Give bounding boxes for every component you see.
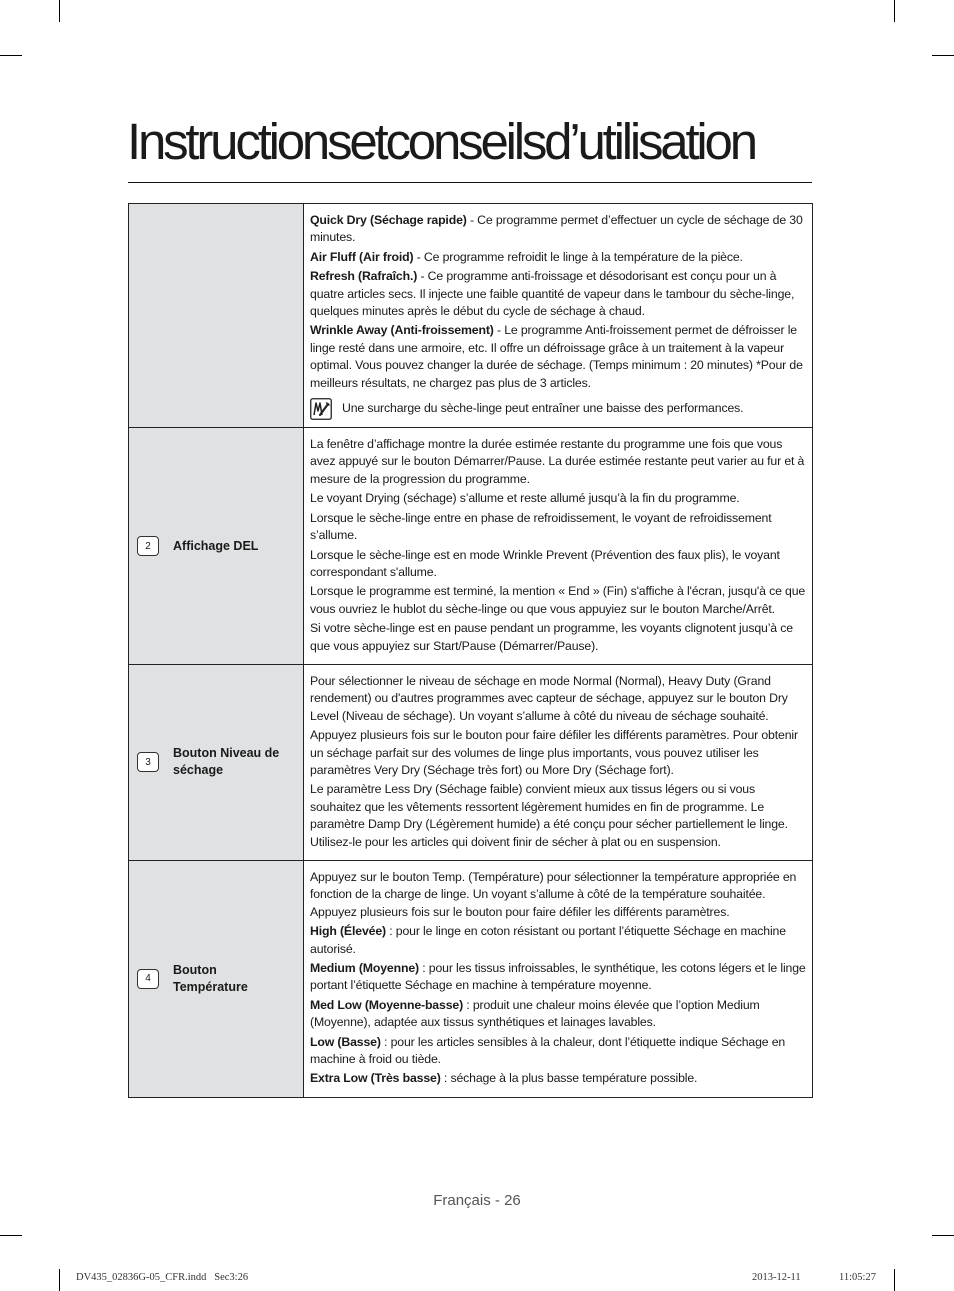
list-item: [310, 249, 806, 266]
list-item: [310, 1070, 806, 1087]
term-text: : pour le linge en coton résistant ou portant l’étiquette Séchage en machine autorisé.: [310, 924, 786, 956]
list-item: [310, 212, 806, 247]
settings-table: [128, 203, 813, 1098]
list-item: [310, 322, 806, 392]
list-item: [310, 960, 806, 995]
page-title: Instructionsetconseilsd’utilisation: [127, 113, 755, 170]
note: [310, 398, 806, 420]
term-text: - Ce programme permet d’effectuer un cycle de séchage de 30 minutes.: [310, 213, 803, 245]
row-description: [304, 204, 813, 428]
number-badge: 3: [137, 752, 159, 772]
crop-mark: [894, 1269, 895, 1291]
list-item: [310, 923, 806, 958]
paragraph: Le paramètre Less Dry (Séchage faible) convient mieux aux tissus légers ou si vous souhaitez que les vêtements ressortent légèrement humides en fin de programme. Le paramètre Damp Dry (Légèrement humide) a été conçu pour sécher partiellement le linge. Utilisez-le pour les articles qui doivent finir de sécher à plat ou en suspension.: [310, 782, 788, 849]
row-label: [129, 861, 304, 1098]
number-badge: 4: [137, 969, 159, 989]
term-text: : séchage à la plus basse température possible.: [440, 1071, 698, 1086]
print-slug: DV435_02836G-05_CFR.indd Sec3:26: [76, 1272, 249, 1283]
list-item: [310, 268, 806, 320]
row-description: [304, 664, 813, 860]
print-slug-time: 11:05:27: [839, 1272, 876, 1283]
term: Wrinkle Away (Anti-froissement): [310, 323, 494, 338]
crop-mark: [932, 55, 954, 56]
term-text: : produit une chaleur moins élevée que l’option Medium (Moyenne), adaptée aux tissus synthétiques et lainages lavables.: [310, 997, 760, 1030]
term: High (Élevée): [310, 924, 386, 939]
paragraph: La fenêtre d’affichage montre la durée estimée restante du programme une fois que vous avez appuyé sur le bouton Démarrer/Pause. La durée estimée restante peut varier au fur et à mesure de la progression du programme.: [310, 437, 805, 486]
paragraph: Si votre sèche-linge est en pause pendant un programme, les voyants clignotent jusqu’à ce que vous appuyiez sur Start/Pause (Démarrer/Pause).: [310, 621, 793, 653]
print-slug-date: 2013-12-11: [752, 1272, 801, 1283]
term: Low (Basse): [310, 1034, 381, 1049]
term-text: : pour les articles sensibles à la chaleur, dont l’étiquette indique Séchage en machine à froid ou tiède.: [310, 1034, 786, 1067]
row-label: [129, 664, 304, 860]
list-item: [310, 997, 806, 1032]
crop-mark: [932, 1235, 954, 1236]
paragraph: Pour sélectionner le niveau de séchage en mode Normal (Normal), Heavy Duty (Grand rendement) ou d'autres programmes avec capteur de séchage, appuyez sur le bouton Dry Level (Niveau de séchage). Un voyant s’allume à côté du niveau de séchage souhaité.: [310, 673, 788, 723]
title-rule: [128, 182, 812, 183]
row-description: [304, 861, 813, 1098]
row-label-empty: [129, 204, 304, 428]
term: Extra Low (Très basse): [310, 1071, 441, 1086]
row-description: [304, 428, 813, 665]
term: Medium (Moyenne): [310, 961, 419, 976]
table-row: [129, 861, 813, 1098]
list-item: [310, 1034, 806, 1069]
paragraph: Appuyez sur le bouton Temp. (Température) pour sélectionner la température appropriée en fonction de la charge de linge. Un voyant s’allume à côté de la température souhaitée. Appuyez plusieurs fois sur le bouton pour faire défiler les différents paramètres.: [310, 870, 797, 919]
paragraph: Appuyez plusieurs fois sur le bouton pour faire défiler les différents paramètres. Pour obtenir un séchage parfait sur des volumes de linge plus importants, vous pouvez utiliser les paramètres Very Dry (Séchage très fort) ou More Dry (Séchage fort).: [310, 728, 798, 777]
row-label-text: Bouton Température: [173, 962, 248, 994]
paragraph: Lorsque le programme est terminé, la mention « End » (Fin) s'affiche à l'écran, jusqu'à ce que vous ouvriez le hublot du sèche-linge ou que vous appuyiez sur le bouton Marche/Arrêt.: [310, 584, 806, 616]
crop-mark: [0, 1235, 22, 1236]
term-text: - Ce programme anti-froissage et désodorisant est conçu pour un à quatre articles secs. Il injecte une faible quantité de vapeur dans le tambour du sèche-linge, quelques minutes après le début du cycle de séchage à chaud.: [310, 269, 795, 319]
paragraph: Lorsque le sèche-linge entre en phase de refroidissement, le voyant de refroidissement s’allume.: [310, 510, 772, 543]
term: Refresh (Rafraîch.): [310, 269, 418, 284]
row-label-text: Bouton Niveau de séchage: [173, 746, 280, 778]
term: Med Low (Moyenne-basse): [310, 997, 464, 1012]
paragraph: Le voyant Drying (séchage) s’allume et reste allumé jusqu’à la fin du programme.: [310, 491, 740, 506]
table-row: [129, 428, 813, 665]
row-label: [129, 428, 304, 665]
table-row: [129, 204, 813, 428]
table-row: [129, 664, 813, 860]
term: Air Fluff (Air froid): [310, 249, 414, 264]
note-icon: [310, 398, 332, 420]
crop-mark: [0, 55, 22, 56]
term: Quick Dry (Séchage rapide): [310, 213, 467, 227]
crop-mark: [59, 1269, 60, 1291]
crop-mark: [59, 0, 60, 22]
term-text: - Ce programme refroidit le linge à la température de la pièce.: [413, 249, 743, 264]
paragraph: Lorsque le sèche-linge est en mode Wrinkle Prevent (Prévention des faux plis), le voyant correspondant s'allume.: [310, 547, 780, 579]
term-text: : pour les tissus infroissables, le synthétique, les cotons légers et le linge portant l’étiquette Séchage en machine à température moyenne.: [310, 961, 806, 993]
term-text: - Le programme Anti-froissement permet de défroisser le linge resté dans une armoire, etc. Il offre un défroissage grâce à un traitement à la vapeur optimal. Vous pouvez changer la durée de séchage. (Temps minimum : 20 minutes) *Pour de meilleurs résultats, ne chargez pas plus de 3 articles.: [310, 323, 803, 390]
row-label-text: Affichage DEL: [173, 538, 259, 553]
number-badge: 2: [137, 536, 159, 556]
crop-mark: [894, 0, 895, 22]
page-footer: Français - 26: [433, 1192, 521, 1209]
note-text: Une surcharge du sèche-linge peut entraîner une baisse des performances.: [342, 401, 744, 416]
